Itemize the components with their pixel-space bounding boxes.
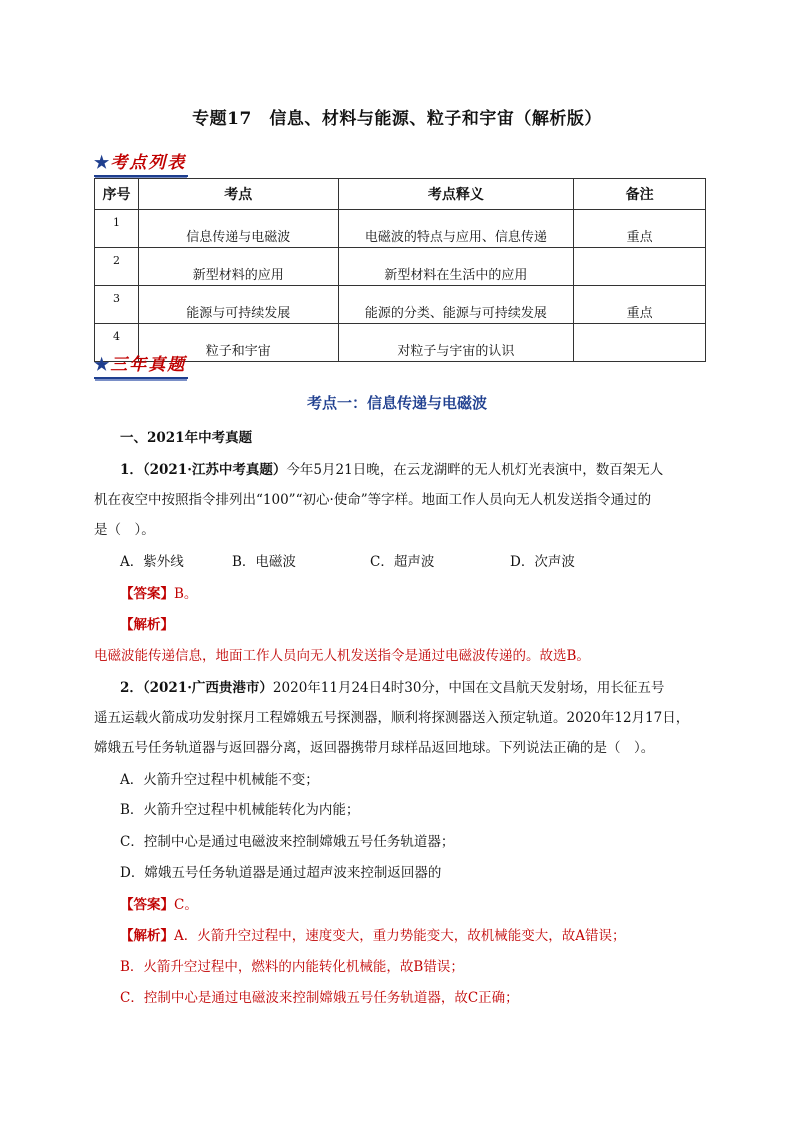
- question-2-analysis-line-2: B．火箭升空过程中，燃料的内能转化机械能，故B错误；: [120, 959, 464, 975]
- question-2-line-3: 嫦娥五号任务轨道器与返回器分离，返回器携带月球样品返回地球。下列说法正确的是（ ）。: [94, 740, 655, 756]
- table-cell-note: 重点: [574, 210, 706, 248]
- option-c: C．超声波: [370, 554, 435, 570]
- table-cell-index: 3: [95, 286, 139, 324]
- analysis-label: 【解析】: [120, 928, 174, 944]
- table-cell-point: 信息传递与电磁波: [138, 210, 338, 248]
- kaodian-heading: 考点一：信息传递与电磁波: [306, 394, 487, 412]
- table-cell-point: 新型材料的应用: [138, 248, 338, 286]
- question-text: 2020年11月24日4时30分，中国在文昌航天发射场，用长征五号: [272, 680, 665, 696]
- kaodian-table: [94, 178, 706, 362]
- table-cell-index: 4: [95, 324, 139, 362]
- section-heading-label: 三年真题: [110, 355, 187, 375]
- answer-value: B。: [174, 586, 198, 602]
- table-cell-index: 2: [95, 248, 139, 286]
- table-header-cell: 考点释义: [338, 179, 574, 210]
- question-1-line-3: 是（ ）。: [94, 522, 155, 538]
- answer-value: C。: [174, 897, 198, 913]
- question-1-line-2: 机在夜空中按照指令排列出“100”“初心·使命”等字样。地面工作人员向无人机发送指令通过的: [94, 492, 652, 508]
- section-heading-sannian-zhenti: [94, 350, 188, 379]
- question-2-option-b: B．火箭升空过程中机械能转化为内能；: [120, 802, 360, 818]
- question-1-analysis: 电磁波能传递信息，地面工作人员向无人机发送指令是通过电磁波传递的。故选B。: [94, 648, 590, 664]
- document-title: 专题17 信息、材料与能源、粒子和宇宙（解析版）: [192, 109, 602, 129]
- analysis-text: A．火箭升空过程中，速度变大，重力势能变大，故机械能变大，故A错误；: [174, 928, 626, 944]
- question-2-line-1: [120, 678, 732, 698]
- table-cell-explanation: 能源的分类、能源与可持续发展: [338, 286, 574, 324]
- question-2-line-2: 遥五运载火箭成功发射探月工程嫦娥五号探测器，顺利将探测器送入预定轨道。2020年12月17日，: [94, 710, 690, 726]
- table-cell-point: 粒子和宇宙: [138, 324, 338, 362]
- table-cell-note: [574, 324, 706, 362]
- question-source: 2．（2021·广西贵港市）: [120, 680, 273, 696]
- section-heading-kaodian-liebiao: [94, 148, 188, 177]
- table-header-cell: 备注: [574, 179, 706, 210]
- question-text: 今年5月21日晚，在云龙湖畔的无人机灯光表演中，数百架无人: [286, 462, 664, 478]
- option-b: B．电磁波: [232, 554, 296, 570]
- question-2-answer: [120, 895, 732, 915]
- question-2-analysis-line-1: [120, 926, 732, 946]
- table-cell-explanation: 对粒子与宇宙的认识: [338, 324, 574, 362]
- table-row: [95, 248, 706, 286]
- section-heading-label: 考点列表: [110, 153, 187, 173]
- table-cell-note: [574, 248, 706, 286]
- table-cell-index: 1: [95, 210, 139, 248]
- question-1-analysis-label: 【解析】: [120, 617, 174, 633]
- answer-label: 【答案】: [120, 586, 174, 602]
- question-2-option-d: D．嫦娥五号任务轨道器是通过超声波来控制返回器的: [120, 865, 442, 881]
- subsection-heading: 一、2021年中考真题: [120, 430, 253, 446]
- option-a: A．紫外线: [120, 554, 184, 570]
- table-cell-note: 重点: [574, 286, 706, 324]
- table-row: [95, 210, 706, 248]
- table-cell-explanation: 新型材料在生活中的应用: [338, 248, 574, 286]
- table-cell-point: 能源与可持续发展: [138, 286, 338, 324]
- question-1-options: [120, 552, 732, 572]
- table-cell-explanation: 电磁波的特点与应用、信息传递: [338, 210, 574, 248]
- question-1-answer: [120, 584, 732, 604]
- question-2-option-c: C．控制中心是通过电磁波来控制嫦娥五号任务轨道器；: [120, 834, 455, 850]
- star-icon: ★: [94, 153, 110, 173]
- table-header-row: [95, 179, 706, 210]
- question-2-option-a: A．火箭升空过程中机械能不变；: [120, 772, 319, 788]
- table-header-cell: 序号: [95, 179, 139, 210]
- question-source: 1．（2021·江苏中考真题）: [120, 462, 287, 478]
- question-2-analysis-line-3: C．控制中心是通过电磁波来控制嫦娥五号任务轨道器，故C正确；: [120, 990, 519, 1006]
- star-icon: ★: [94, 355, 110, 375]
- table-row: [95, 286, 706, 324]
- answer-label: 【答案】: [120, 897, 174, 913]
- table-header-cell: 考点: [138, 179, 338, 210]
- option-d: D．次声波: [510, 554, 575, 570]
- question-1-line-1: [120, 460, 732, 480]
